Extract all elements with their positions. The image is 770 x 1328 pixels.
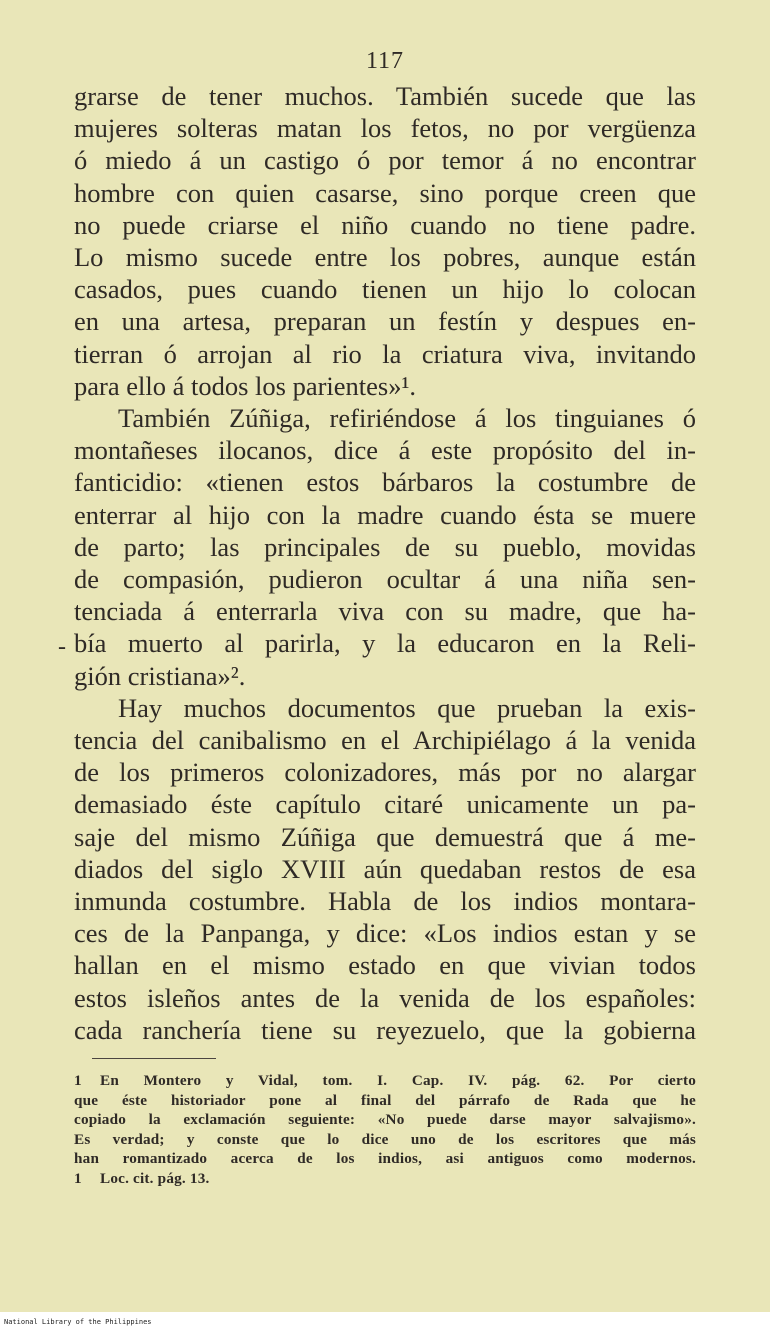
footnote-number: 1 (74, 1072, 82, 1089)
text-line: ces de la Panpanga, y dice: «Los indios estan y se (74, 918, 696, 949)
text-line: demasiado éste capítulo citaré unicamente un pa- (74, 789, 696, 820)
text-line: hombre con quien casarse, sino porque creen que (74, 177, 696, 208)
text-line: hallan en el mismo estado en que vivian todos (74, 950, 696, 981)
text-line: tenciada á enterrarla viva con su madre, que ha- (74, 596, 696, 627)
text-line: para ello á todos los parientes»¹. (74, 370, 417, 401)
paragraph-3 (74, 692, 696, 1046)
margin-hyphen-mark: - (58, 634, 66, 660)
text-line: en una artesa, preparan un festín y despues en- (74, 306, 696, 337)
text-line: grarse de tener muchos. También sucede que las (74, 81, 696, 111)
footnote-line: han romantizado acerca de los indios, asi antiguos como modernos. (74, 1150, 696, 1168)
text-line: tencia del canibalismo en el Archipiélago á la venida (74, 725, 696, 756)
text-line: de parto; las principales de su pueblo, movidas (74, 531, 696, 562)
text-line: ó miedo á un castigo ó por temor á no encontrar (74, 145, 696, 176)
footnotes (74, 1071, 696, 1189)
paragraph-2 (74, 402, 696, 692)
text-line: estos isleños antes de la venida de los españoles: (74, 982, 696, 1013)
text-line: bía muerto al parirla, y la educaron en la Reli- (74, 628, 696, 659)
text-line: fanticidio: «tienen estos bárbaros la costumbre de (74, 467, 696, 498)
text-line: Lo mismo sucede entre los pobres, aunque están (74, 242, 696, 273)
footnote-number: 1 (74, 1169, 82, 1187)
body-text (74, 80, 696, 1046)
text-line: gión cristiana»². (74, 660, 246, 691)
text-line: de los primeros colonizadores, más por no alargar (74, 757, 696, 788)
footnote-rule (92, 1058, 216, 1059)
footnote-line: Es verdad; y conste que lo dice uno de los escritores que más (74, 1130, 696, 1148)
text-line: casados, pues cuando tienen un hijo lo colocan (74, 274, 696, 305)
footnote-line (74, 1169, 696, 1189)
text-line: no puede criarse el niño cuando no tiene padre. (74, 209, 696, 240)
text-line: saje del mismo Zúñiga que demuestrá que á me- (74, 821, 696, 852)
text-line: diados del siglo XVIII aún quedaban restos de esa (74, 853, 696, 884)
text-line: mujeres solteras matan los fetos, no por vergüenza (74, 113, 696, 144)
text-line: de compasión, pudieron ocultar á una niña sen- (74, 564, 696, 595)
text-line: tierran ó arrojan al rio la criatura viva, invitando (74, 338, 696, 369)
text-line: inmunda costumbre. Habla de los indios montara- (74, 886, 696, 917)
text-line: Hay muchos documentos que prueban la exis- (118, 692, 696, 723)
paragraph-1 (74, 80, 696, 402)
text-line: enterrar al hijo con la madre cuando ésta se muere (74, 499, 696, 530)
text-line: montañeses ilocanos, dice á este propósito del in- (74, 435, 696, 466)
footnote-line: copiado la exclamación seguiente: «No puede darse mayor salvajismo». (74, 1111, 696, 1129)
text-line: También Zúñiga, refiriéndose á los tinguianes ó (118, 403, 696, 434)
footnote-text: Loc. cit. pág. 13. (100, 1169, 210, 1187)
page-number: 117 (365, 48, 405, 74)
library-caption: National Library of the Philippines (4, 1318, 152, 1326)
text-line: cada ranchería tiene su reyezuelo, que la gobierna (74, 1014, 696, 1045)
footnote-text: En Montero y Vidal, tom. I. Cap. IV. pág. 62. Por cierto (100, 1072, 696, 1089)
footnote-line (74, 1071, 696, 1091)
footnote-line: que éste historiador pone al final del párrafo de Rada que he (74, 1091, 696, 1109)
